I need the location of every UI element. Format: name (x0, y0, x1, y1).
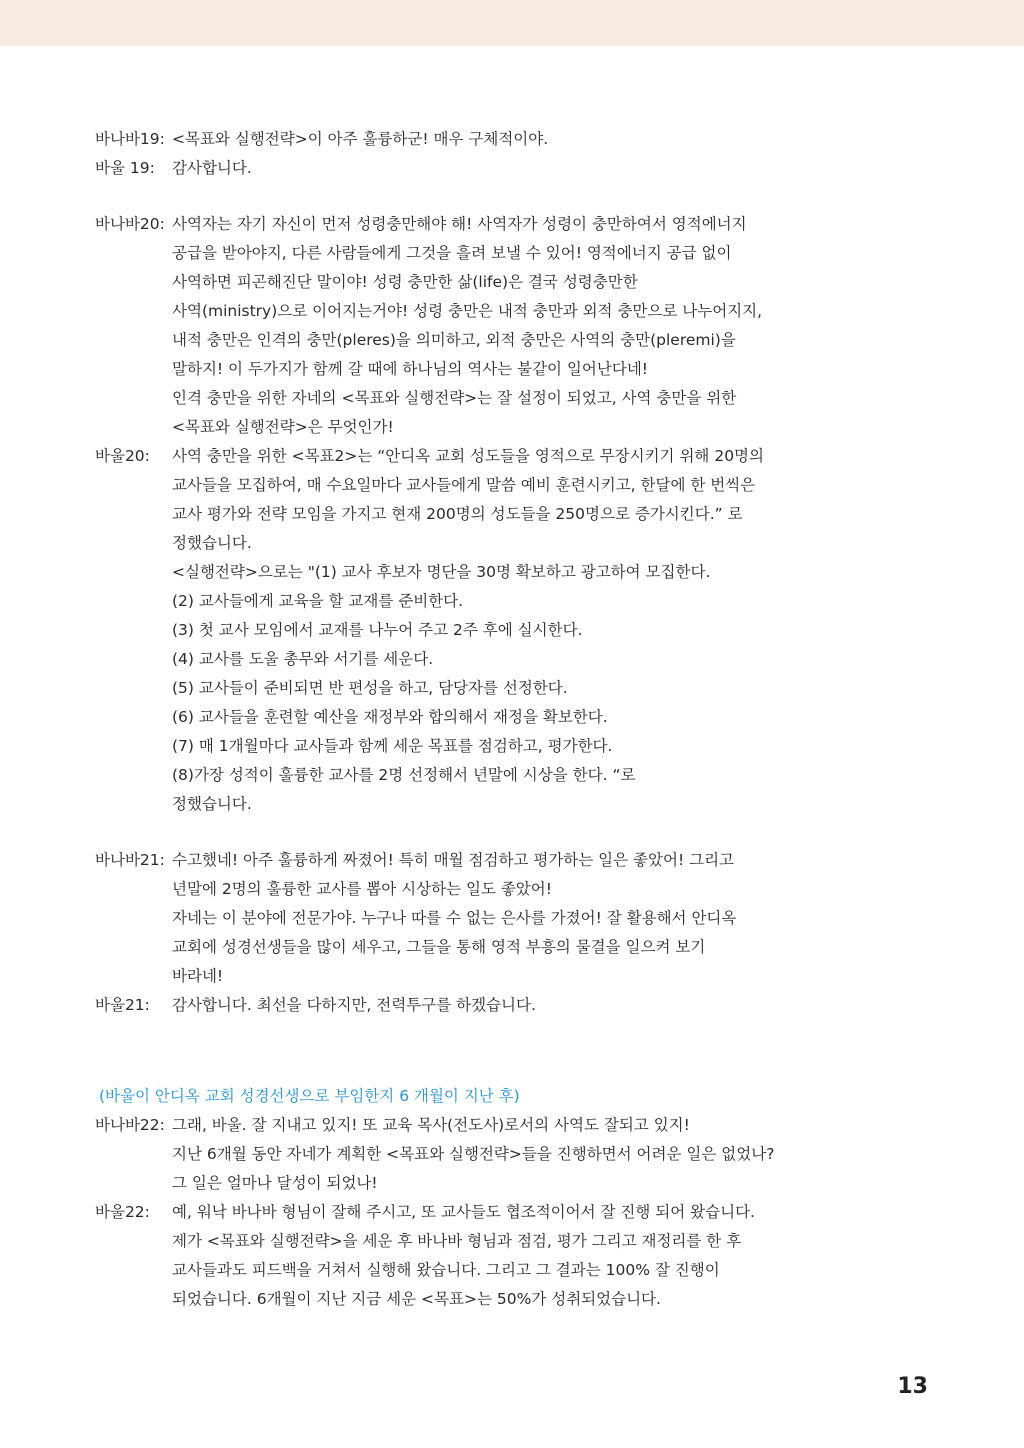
dialogue-text: 교사 평가와 전략 모임을 가지고 현재 200명의 성도들을 250명으로 증가시킨다.” 로 (172, 505, 743, 523)
dialogue-text: 감사합니다. (172, 159, 252, 177)
speaker-label: 바울 19: (95, 159, 155, 177)
dialogue-text: (7) 매 1개월마다 교사들과 함께 세운 목표를 점검하고, 평가한다. (172, 737, 613, 755)
dialogue-line (95, 846, 795, 875)
dialogue-text: 수고했네! 아주 훌륭하게 짜졌어! 특히 매월 점검하고 평가하는 일은 좋았어! 그리고 (172, 851, 735, 869)
dialogue-text: 내적 충만은 인격의 충만(pleres)을 의미하고, 외적 충만은 사역의 충만(pleremi)을 (172, 331, 736, 349)
dialogue-content (95, 125, 795, 1314)
dialogue-text: 인격 충만을 위한 자네의 <목표와 실행전략>는 잘 설정이 되었고, 사역 충만을 위한 (172, 389, 737, 407)
dialogue-line (95, 1227, 795, 1256)
speaker-label: 바나바22: (95, 1116, 165, 1134)
dialogue-line (95, 875, 795, 904)
dialogue-line (95, 384, 795, 413)
top-decorative-band (0, 0, 1024, 46)
dialogue-line (95, 703, 795, 732)
dialogue-line (95, 326, 795, 355)
dialogue-text: 그래, 바울. 잘 지내고 있지! 또 교육 목사(전도사)로서의 사역도 잘되고 있지! (172, 1116, 690, 1134)
dialogue-text: 자네는 이 분야에 전문가야. 누구나 따를 수 없는 은사를 가졌어! 잘 활용해서 안디옥 (172, 909, 737, 927)
dialogue-line (95, 761, 795, 790)
dialogue-line (95, 933, 795, 962)
dialogue-line (95, 210, 795, 239)
dialogue-line (95, 297, 795, 326)
dialogue-line (95, 125, 795, 154)
dialogue-line (95, 268, 795, 297)
dialogue-line (95, 1256, 795, 1285)
dialogue-line (95, 1111, 795, 1140)
dialogue-line (95, 471, 795, 500)
dialogue-text: (8)가장 성적이 훌륭한 교사를 2명 선정해서 년말에 시상을 한다. “로 (172, 766, 636, 784)
dialogue-line (95, 1140, 795, 1169)
dialogue-line (95, 962, 795, 991)
dialogue-text: 년말에 2명의 훌륭한 교사를 뽑아 시상하는 일도 좋았어! (172, 880, 552, 898)
paragraph-gap (95, 183, 795, 210)
section-gap (95, 1020, 795, 1076)
speaker-label: 바나바21: (95, 851, 165, 869)
dialogue-text: 바라네! (172, 967, 224, 985)
dialogue-line (95, 413, 795, 442)
dialogue-line (95, 558, 795, 587)
dialogue-line (95, 616, 795, 645)
dialogue-line (95, 500, 795, 529)
dialogue-line (95, 239, 795, 268)
dialogue-text: 제가 <목표와 실행전략>을 세운 후 바나바 형님과 점검, 평가 그리고 재정리를 한 후 (172, 1232, 742, 1250)
dialogue-line (95, 645, 795, 674)
dialogue-text: <목표와 실행전략>이 아주 훌륭하군! 매우 구체적이야. (172, 130, 549, 148)
dialogue-text: 감사합니다. 최선을 다하지만, 전력투구를 하겠습니다. (172, 996, 536, 1014)
dialogue-line (95, 154, 795, 183)
dialogue-line (95, 1198, 795, 1227)
dialogue-line (95, 732, 795, 761)
dialogue-text: 공급을 받아야지, 다른 사람들에게 그것을 흘려 보낼 수 있어! 영적에너지 공급 없이 (172, 244, 732, 262)
speaker-label: 바울20: (95, 447, 150, 465)
dialogue-line (95, 790, 795, 819)
dialogue-text: 교회에 성경선생들을 많이 세우고, 그들을 통해 영적 부흥의 물결을 일으켜 보기 (172, 938, 706, 956)
dialogue-text: (6) 교사들을 훈련할 예산을 재정부와 합의해서 재정을 확보한다. (172, 708, 608, 726)
dialogue-line (95, 1285, 795, 1314)
dialogue-text: (3) 첫 교사 모임에서 교재를 나누어 주고 2주 후에 실시한다. (172, 621, 583, 639)
dialogue-text: 그 일은 얼마나 달성이 되었나! (172, 1174, 378, 1192)
dialogue-text: <실행전략>으로는 "(1) 교사 후보자 명단을 30명 확보하고 광고하여 모집한다. (172, 563, 711, 581)
dialogue-text: 사역하면 피곤해진단 말이야! 성령 충만한 삶(life)은 결국 성령충만한 (172, 273, 638, 291)
dialogue-text: 예, 워낙 바나바 형님이 잘해 주시고, 또 교사들도 협조적이어서 잘 진행 되어 왔습니다. (172, 1203, 755, 1221)
dialogue-text: 교사들과도 피드백을 거쳐서 실행해 왔습니다. 그리고 그 결과는 100% 잘 진행이 (172, 1261, 720, 1279)
speaker-label: 바나바20: (95, 215, 165, 233)
dialogue-text: 사역 충만을 위한 <목표2>는 “안디옥 교회 성도들을 영적으로 무장시키기 위해 20명의 (172, 447, 764, 465)
dialogue-line (95, 674, 795, 703)
dialogue-text: 사역자는 자기 자신이 먼저 성령충만해야 해! 사역자가 성령이 충만하여서 영적에너지 (172, 215, 747, 233)
dialogue-line (95, 529, 795, 558)
dialogue-text: 교사들을 모집하여, 매 수요일마다 교사들에게 말씀 예비 훈련시키고, 한달에 한 번씩은 (172, 476, 756, 494)
dialogue-line (95, 587, 795, 616)
dialogue-line (95, 1169, 795, 1198)
speaker-label: 바울21: (95, 996, 150, 1014)
dialogue-text: 되었습니다. 6개월이 지난 지금 세운 <목표>는 50%가 성취되었습니다. (172, 1290, 661, 1308)
dialogue-text: 사역(ministry)으로 이어지는거야! 성령 충만은 내적 충만과 외적 충만으로 나누어지지, (172, 302, 763, 320)
dialogue-line (95, 991, 795, 1020)
dialogue-text: 말하지! 이 두가지가 함께 갈 때에 하나님의 역사는 불같이 일어난다네! (172, 360, 649, 378)
dialogue-line (95, 355, 795, 384)
dialogue-text: (2) 교사들에게 교육을 할 교재를 준비한다. (172, 592, 464, 610)
dialogue-text: 정했습니다. (172, 795, 252, 813)
dialogue-text: 지난 6개월 동안 자네가 계획한 <목표와 실행전략>들을 진행하면서 어려운 일은 없었나? (172, 1145, 775, 1163)
dialogue-line (95, 904, 795, 933)
speaker-label: 바나바19: (95, 130, 165, 148)
speaker-label: 바울22: (95, 1203, 150, 1221)
page-number: 13 (897, 1374, 928, 1399)
dialogue-text: (4) 교사를 도울 총무와 서기를 세운다. (172, 650, 434, 668)
dialogue-text: (5) 교사들이 준비되면 반 편성을 하고, 담당자를 선정한다. (172, 679, 568, 697)
section-heading: (바울이 안디옥 교회 성경선생으로 부임한지 6 개월이 지난 후) (99, 1087, 520, 1105)
dialogue-text: <목표와 실행전략>은 무엇인가! (172, 418, 394, 436)
dialogue-line (95, 442, 795, 471)
paragraph-gap (95, 819, 795, 846)
dialogue-text: 정했습니다. (172, 534, 252, 552)
